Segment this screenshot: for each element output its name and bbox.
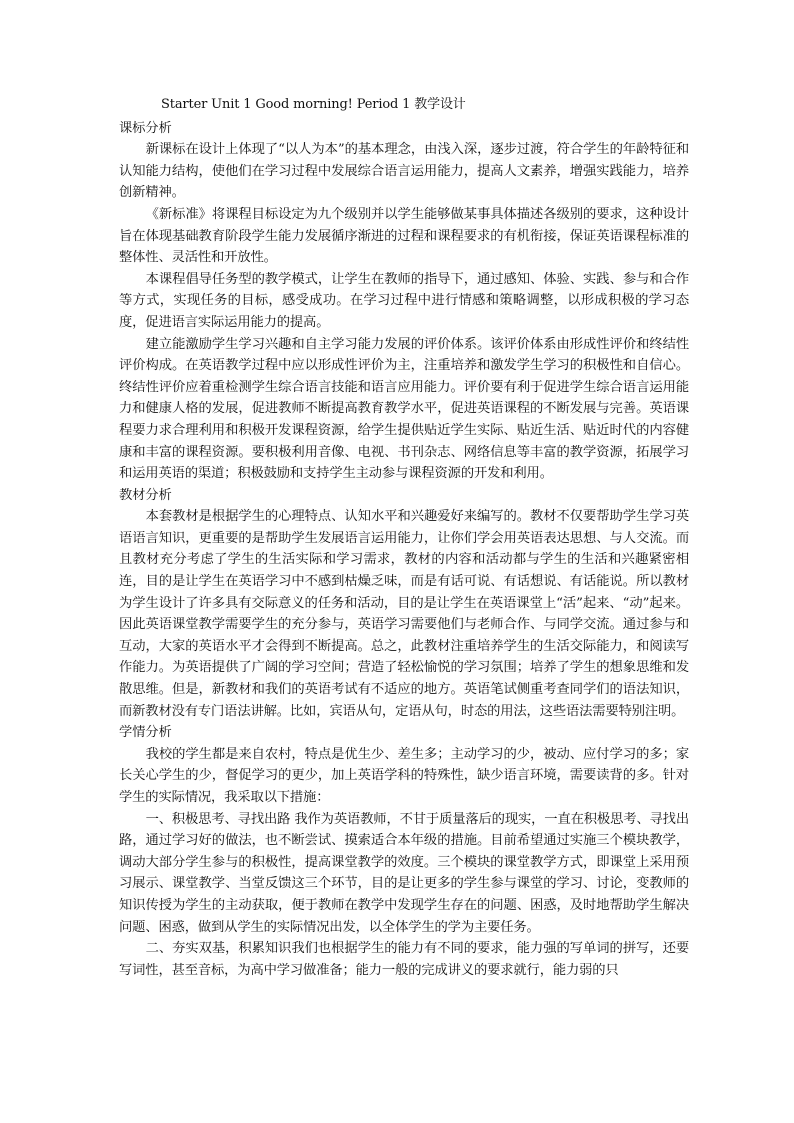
document-page [119,94,689,981]
section-heading: 课标分析 [119,120,172,136]
section-heading: 教材分析 [119,487,172,503]
document-title: Starter Unit 1 Good morning! Period 1 教学设计 [161,97,466,112]
paragraph: 本课程倡导任务型的教学模式，让学生在教师的指导下，通过感知、体验、实践、参与和合作等方式，实现任务的目标，感受成功。在学习过程中进行情感和策略调整，以形成积极的学习态度，促进语言实际运用能力的提高。 [119,271,689,330]
paragraph: 新课标在设计上体现了“以人为本”的基本理念，由浅入深，逐步过渡，符合学生的年龄特征和认知能力结构，使他们在学习过程中发展综合语言运用能力，提高人文素养，增强实践能力，培养创新精神。 [119,142,689,201]
section-curriculum-analysis [119,118,689,485]
paragraph: 本套教材是根据学生的心理特点、认知水平和兴趣爱好来编写的。教材不仅要帮助学生学习英语语言知识，更重要的是帮助学生发展语言运用能力，让你们学会用英语表达思想、与人交流。而且教材充分考虑了学生的生活实际和学习需求，教材的内容和活动都与学生的生活和兴趣紧密相连，目的是让学生在英语学习中不感到枯燥乏味，而是有话可说、有话想说、有话能说。所以教材为学生设计了许多具有交际意义的任务和活动，目的是让学生在英语课堂上“活”起来、“动”起来。因此英语课堂教学需要学生的充分参与，英语学习需要他们与老师合作、与同学交流。通过参与和互动，大家的英语水平才会得到不断提高。总之，此教材注重培养学生的生活交际能力，和阅读写作能力。为英语提供了广阔的学习空间；营造了轻松愉悦的学习氛围；培养了学生的想象思维和发散思维。但是，新教材和我们的英语考试有不适应的地方。英语笔试侧重考查同学们的语法知识，而新教材没有专门语法讲解。比如，宾语从句，定语从句，时态的用法，这些语法需要特别注明。 [119,509,689,719]
paragraph: 我校的学生都是来自农村，特点是优生少、差生多；主动学习的少，被动、应付学习的多；家长关心学生的少，督促学习的更少，加上英语学科的特殊性，缺少语言环境，需要读背的多。针对学生的实际情况，我采取以下措施： [119,746,689,805]
section-textbook-analysis [119,485,689,723]
section-student-analysis [119,722,689,981]
section-heading: 学情分析 [119,725,172,741]
paragraph: 建立能激励学生学习兴趣和自主学习能力发展的评价体系。该评价体系由形成性评价和终结性评价构成。在英语教学过程中应以形成性评价为主，注重培养和激发学生学习的积极性和自信心。终结性评价应着重检测学生综合语言技能和语言应用能力。评价要有利于促进学生综合语言运用能力和健康人格的发展，促进教师不断提高教育教学水平，促进英语课程的不断发展与完善。英语课程要力求合理利用和积极开发课程资源，给学生提供贴近学生实际、贴近生活、贴近时代的内容健康和丰富的课程资源。要积极利用音像、电视、书刊杂志、网络信息等丰富的教学资源，拓展学习和运用英语的渠道；积极鼓励和支持学生主动参与课程资源的开发和利用。 [119,336,689,482]
paragraph: 一、积极思考、寻找出路 我作为英语教师，不甘于质量落后的现实，一直在积极思考、寻找出路，通过学习好的做法，也不断尝试、摸索适合本年级的措施。目前希望通过实施三个模块教学，调动大部分学生参与的积极性，提高课堂教学的效度。三个模块的课堂教学方式，即课堂上采用预习展示、课堂教学、当堂反馈这三个环节，目的是让更多的学生参与课堂的学习、讨论，变教师的知识传授为学生的主动获取，便于教师在教学中发现学生存在的问题、困惑，及时地帮助学生解决问题、困惑，做到从学生的实际情况出发，以全体学生的学为主要任务。 [119,811,689,935]
paragraph: 《新标准》将课程目标设定为九个级别并以学生能够做某事具体描述各级别的要求，这种设计旨在体现基础教育阶段学生能力发展循序渐进的过程和课程要求的有机衔接，保证英语课程标准的整体性、灵活性和开放性。 [119,206,689,266]
paragraph: 二、夯实双基，积累知识我们也根据学生的能力有不同的要求，能力强的写单词的拼写，还要写词性，甚至音标，为高中学习做准备；能力一般的完成讲义的要求就行，能力弱的只 [119,941,689,978]
